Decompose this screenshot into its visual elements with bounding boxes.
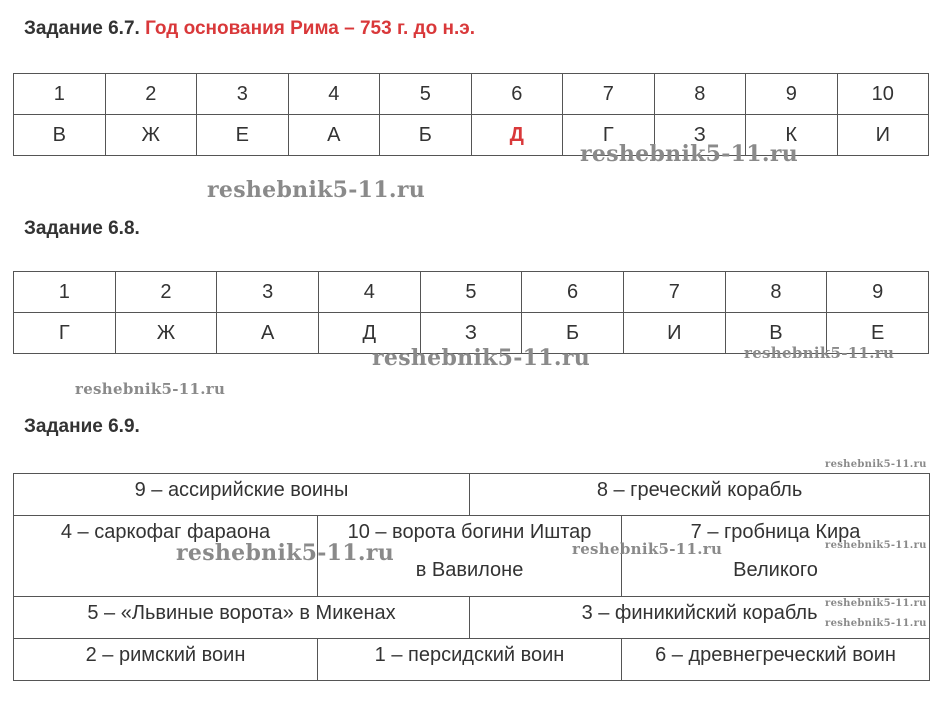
number-cell: 1 <box>14 74 106 115</box>
number-cell: 4 <box>288 74 380 115</box>
answer-line: Великого <box>733 559 818 581</box>
answer-cell: 8 – греческий корабль <box>470 474 930 516</box>
number-cell: 7 <box>563 74 655 115</box>
number-row <box>14 272 929 313</box>
letter-cell: З <box>654 115 746 156</box>
watermark: reshebnik5-11.ru <box>744 344 895 362</box>
letter-cell-highlighted: Д <box>471 115 563 156</box>
watermark: reshebnik5-11.ru <box>825 598 927 609</box>
watermark: reshebnik5-11.ru <box>580 141 799 167</box>
letter-cell: В <box>725 313 827 354</box>
number-cell: 9 <box>827 272 929 313</box>
number-cell: 5 <box>380 74 472 115</box>
answer-cell: 5 – «Львиные ворота» в Микенах <box>14 597 470 639</box>
answer-cell: 3 – финикийский корабль <box>470 597 930 639</box>
number-cell: 2 <box>115 272 217 313</box>
answer-line: 4 – саркофаг фараона <box>60 521 271 543</box>
watermark: reshebnik5-11.ru <box>825 459 927 470</box>
watermark: reshebnik5-11.ru <box>372 345 591 371</box>
number-cell: 9 <box>746 74 838 115</box>
number-cell: 5 <box>420 272 522 313</box>
answer-row <box>14 639 930 681</box>
letter-cell: В <box>14 115 106 156</box>
number-cell: 7 <box>623 272 725 313</box>
task-6-9-heading: Задание 6.9. <box>24 416 140 437</box>
letter-cell: И <box>623 313 725 354</box>
task-6-7-heading <box>24 18 475 40</box>
number-cell: 1 <box>14 272 116 313</box>
number-cell: 6 <box>522 272 624 313</box>
answer-cell: 6 – древнегреческий воин <box>622 639 930 681</box>
watermark: reshebnik5-11.ru <box>176 540 395 566</box>
answer-row <box>14 597 930 639</box>
task-6-7-subtitle: Год основания Рима – 753 г. до н.э. <box>145 18 475 39</box>
number-cell: 8 <box>725 272 827 313</box>
letter-cell: А <box>217 313 319 354</box>
answer-row <box>14 474 930 516</box>
answer-line: 10 – ворота богини Иштар <box>347 521 592 543</box>
answer-cell: 1 – персидский воин <box>318 639 622 681</box>
letter-cell: К <box>746 115 838 156</box>
answer-row <box>14 516 930 597</box>
number-row <box>14 74 929 115</box>
letter-cell: Е <box>827 313 929 354</box>
letter-cell: Г <box>563 115 655 156</box>
letter-cell: Г <box>14 313 116 354</box>
watermark: reshebnik5-11.ru <box>572 540 723 558</box>
letter-cell: З <box>420 313 522 354</box>
number-cell: 6 <box>471 74 563 115</box>
letter-cell: Б <box>522 313 624 354</box>
task-6-9-table <box>13 473 930 681</box>
task-6-8-table <box>13 271 929 354</box>
answer-line: в Вавилоне <box>415 559 524 581</box>
letter-cell: А <box>288 115 380 156</box>
number-cell: 3 <box>197 74 289 115</box>
answer-line: 7 – гробница Кира <box>690 521 861 543</box>
letter-cell: Б <box>380 115 472 156</box>
task-6-7-label: Задание 6.7. <box>24 18 140 39</box>
letter-cell: Ж <box>105 115 197 156</box>
watermark: reshebnik5-11.ru <box>207 177 426 203</box>
watermark: reshebnik5-11.ru <box>75 380 226 398</box>
letter-cell: Е <box>197 115 289 156</box>
number-cell: 2 <box>105 74 197 115</box>
answer-cell: 2 – римский воин <box>14 639 318 681</box>
watermark: reshebnik5-11.ru <box>825 540 927 551</box>
letter-cell: И <box>837 115 929 156</box>
task-6-8-heading: Задание 6.8. <box>24 218 140 239</box>
number-cell: 3 <box>217 272 319 313</box>
number-cell: 10 <box>837 74 929 115</box>
letter-cell: Ж <box>115 313 217 354</box>
answer-cell: 9 – ассирийские воины <box>14 474 470 516</box>
letter-cell: Д <box>318 313 420 354</box>
number-cell: 8 <box>654 74 746 115</box>
number-cell: 4 <box>318 272 420 313</box>
watermark: reshebnik5-11.ru <box>825 618 927 629</box>
